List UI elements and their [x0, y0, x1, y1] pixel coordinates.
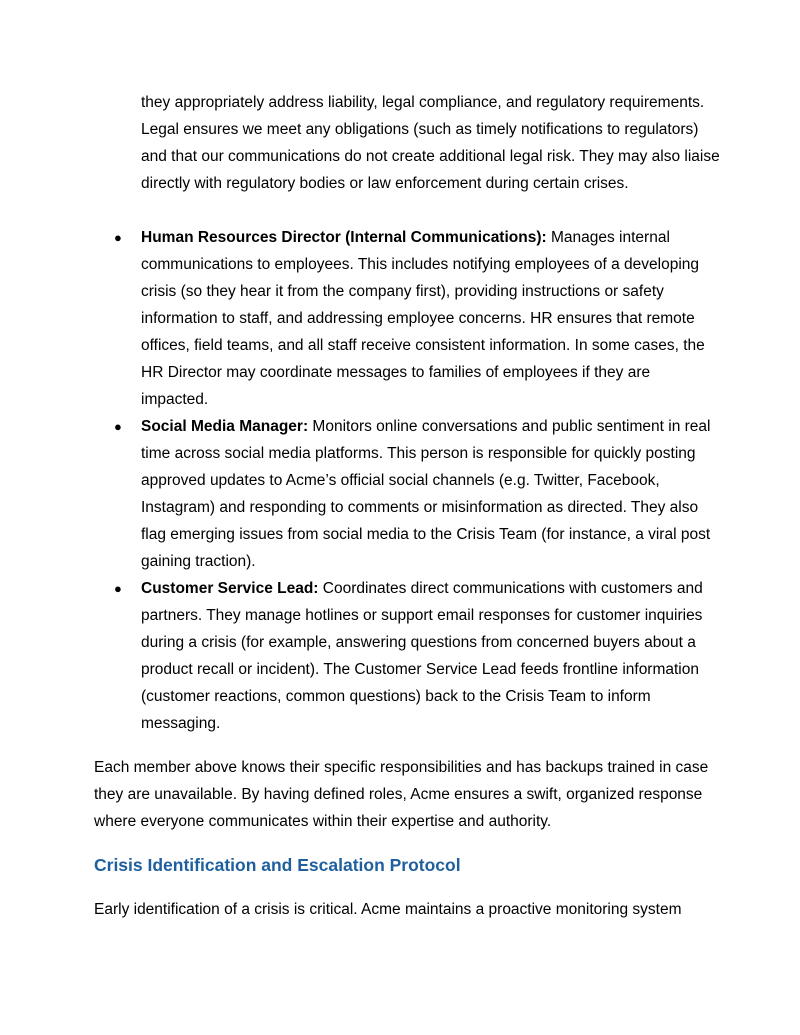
list-item-customer-service-lead	[94, 575, 721, 737]
bullet-icon: ●	[114, 419, 122, 434]
role-title: Customer Service Lead:	[141, 580, 319, 597]
roles-summary-paragraph: Each member above knows their specific responsibilities and has backups trained in case they are unavailable. By having defined roles, Acme ensures a swift, organized response where everyone communicates within their expertise and authority.	[94, 759, 709, 830]
role-title: Social Media Manager:	[141, 418, 309, 435]
role-description: Monitors online conversations and public sentiment in real time across social media platforms. This person is responsible for quickly posting approved updates to Acme’s official social channels (e.g. Twitter, Facebook, Instagram) and responding to comments or misinformation as directed. They also flag emerging issues from social media to the Crisis Team (for instance, a viral post gaining traction).	[141, 418, 711, 570]
list-item-hr-director	[94, 224, 721, 413]
bullet-icon: ●	[114, 581, 122, 596]
role-description: Coordinates direct communications with customers and partners. They manage hotlines or support email responses for customer inquiries during a crisis (for example, answering questions from concerned buyers about a product recall or incident). The Customer Service Lead feeds frontline information (customer reactions, common questions) back to the Crisis Team to inform messaging.	[141, 580, 703, 732]
section-intro-paragraph: Early identification of a crisis is critical. Acme maintains a proactive monitoring system	[94, 901, 682, 918]
legal-role-continuation: they appropriately address liability, legal compliance, and regulatory requirements. Legal ensures we meet any obligations (such as timely notifications to regulators) and that our communications do not create additional legal risk. They may also liaise directly with regulatory bodies or law enforcement during certain crises.	[141, 94, 720, 192]
section-heading: Crisis Identification and Escalation Protocol	[94, 855, 461, 875]
bullet-icon: ●	[114, 230, 122, 245]
roles-list	[94, 224, 721, 737]
list-item-social-media-manager	[94, 413, 721, 575]
role-description: Manages internal communications to employees. This includes notifying employees of a developing crisis (so they hear it from the company first), providing instructions or safety information to staff, and addressing employee concerns. HR ensures that remote offices, field teams, and all staff receive consistent information. In some cases, the HR Director may coordinate messages to families of employees if they are impacted.	[141, 229, 705, 408]
role-title: Human Resources Director (Internal Communications):	[141, 229, 547, 246]
